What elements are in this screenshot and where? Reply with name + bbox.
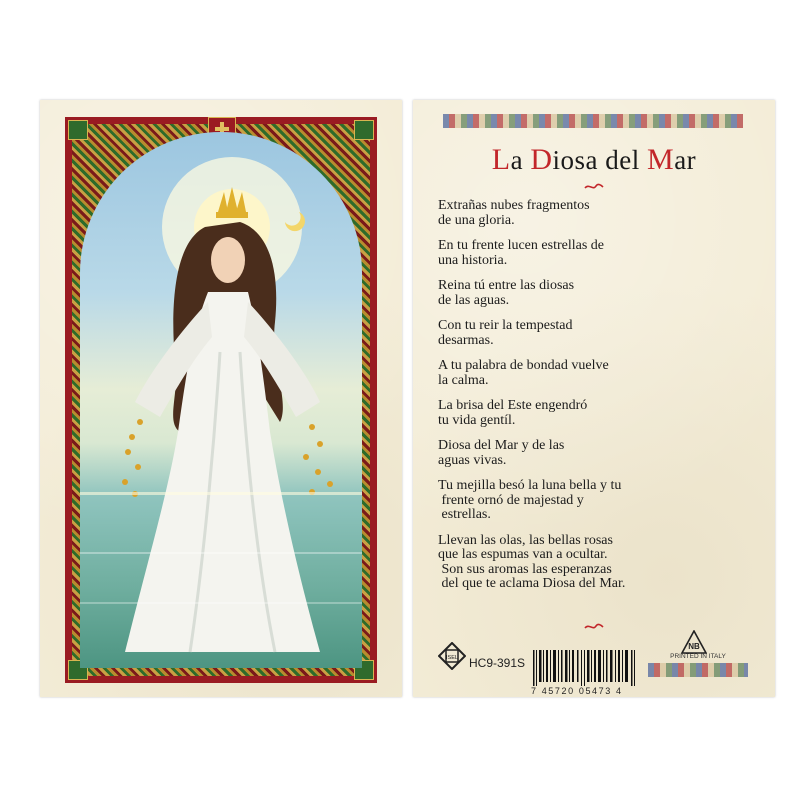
printed-in-italy: PRINTED IN ITALY [670, 653, 726, 660]
ornamental-frame [65, 117, 377, 683]
prayer-stanza: A tu palabra de bondad vuelve la calma. [438, 358, 609, 388]
svg-text:NB: NB [688, 642, 700, 651]
prayer-stanza: Llevan las olas, las bellas rosas que las espumas van a ocultar. Son sus aromas las esperanzas del que te aclama Diosa del Mar. [438, 532, 626, 591]
prayer-stanza: En tu frente lucen estrellas de una historia. [438, 238, 604, 268]
title-initial: L [491, 143, 511, 176]
holy-card-front [40, 100, 402, 697]
title-initial: D [530, 143, 553, 176]
goddess-painting [80, 132, 362, 668]
barcode-number: 7 45720 05473 4 [531, 686, 623, 696]
prayer-stanza: Extrañas nubes fragmentos de una gloria. [438, 198, 590, 228]
title-text: iosa del [552, 145, 648, 175]
prayer-text [438, 199, 758, 603]
publisher-logo-icon [438, 642, 466, 670]
prayer-stanza: Reina tú entre las diosas de las aguas. [438, 278, 575, 308]
title-text: a [510, 145, 531, 175]
title-text: ar [674, 145, 697, 175]
prayer-stanza: Con tu reir la tempestad desarmas. [438, 318, 573, 348]
prayer-stanza: Diosa del Mar y de las aguas vivas. [438, 438, 565, 468]
prayer-stanza: Tu mejilla besó la luna bella y tu frente ornó de majestad y estrellas. [438, 478, 622, 522]
svg-text:ISEL: ISEL [446, 655, 458, 661]
prayer-stanza: La brisa del Este engendró tu vida gentíl. [438, 398, 588, 428]
product-code: HC9-391S [469, 656, 526, 670]
bottom-decorative-band [648, 663, 748, 677]
flourish-icon [584, 623, 604, 631]
flourish-icon [584, 183, 604, 191]
prayer-title [413, 143, 775, 177]
top-decorative-band [443, 114, 743, 128]
holy-card-back [413, 100, 775, 697]
title-initial: M [647, 143, 675, 176]
barcode-icon [531, 650, 639, 686]
